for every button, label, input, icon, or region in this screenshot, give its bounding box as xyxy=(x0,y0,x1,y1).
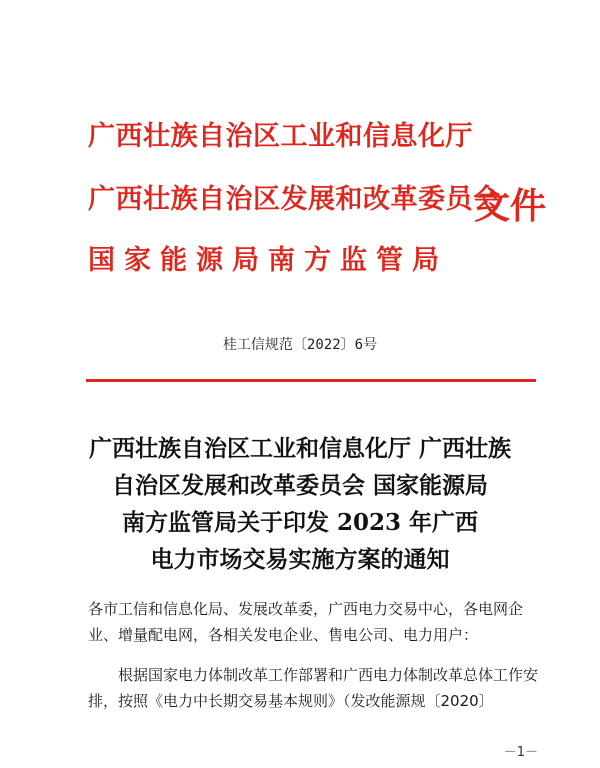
issuer-line-2: 广西壮族自治区发展和改革委员会 xyxy=(88,184,501,215)
page-number: －1－ xyxy=(503,745,538,760)
issuer-line-1: 广西壮族自治区工业和信息化厅 xyxy=(88,121,473,152)
body-paragraph-1: 根据国家电力体制改革工作部署和广西电力体制改革总体工作安排，按照《电力中长期交易基本规则》（发改能源规〔2020〕 xyxy=(88,666,539,710)
issuer-line-3: 国家能源局南方监管局 xyxy=(88,245,448,276)
title-line: 南方监管局关于印发 2023 年广西 xyxy=(121,509,479,536)
title-line: 电力市场交易实施方案的通知 xyxy=(150,546,450,573)
title-line: 自治区发展和改革委员会 国家能源局 xyxy=(111,472,488,499)
document-suffix: 文件 xyxy=(474,185,547,227)
title-line: 广西壮族自治区工业和信息化厅 广西壮族 xyxy=(88,435,511,462)
red-divider xyxy=(86,379,536,382)
document-title xyxy=(0,430,600,578)
document-number: 桂工信规范〔2022〕6号 xyxy=(222,337,378,353)
recipients-paragraph: 各市工信和信息化局、发展改革委，广西电力交易中心，各电网企业、增量配电网，各相关发电企业、售电公司、电力用户： xyxy=(88,600,524,644)
